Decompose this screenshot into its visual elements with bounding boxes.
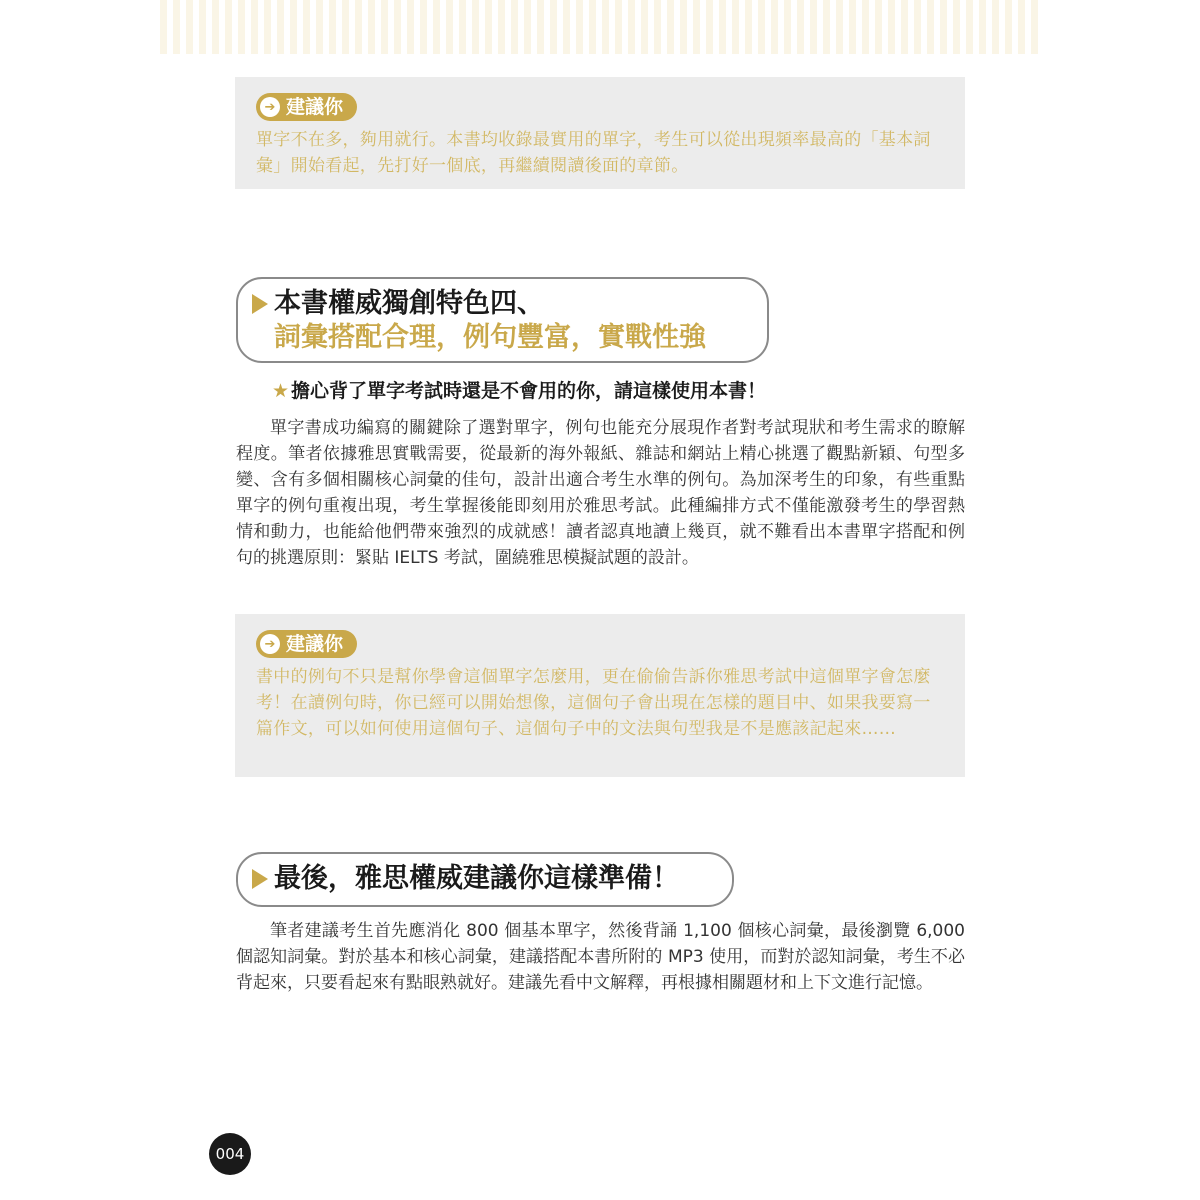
tip-label: 建議你 xyxy=(286,96,344,118)
triangle-bullet-icon xyxy=(252,869,268,889)
section-title-line1: 本書權威獨創特色四、 xyxy=(274,288,544,319)
tip-box-2 xyxy=(235,614,965,777)
section-body-paragraph: 單字書成功編寫的關鍵除了選對單字，例句也能充分展現作者對考試現狀和考生需求的瞭解程度。筆者依據雅思實戰需要，從最新的海外報紙、雜誌和網站上精心挑選了觀點新穎、句型多變、含有多個相關核心詞彙的佳句，設計出適合考生水準的例句。為加深考生的印象，有些重點單字的例句重複出現，考生掌握後能即刻用於雅思考試。此種編排方式不僅能激發考生的學習熱情和動力，也能給他們帶來強烈的成就感！讀者認真地讀上幾頁，就不難看出本書單字搭配和例句的挑選原則：緊貼 IELTS 考試，圍繞雅思模擬試題的設計。 xyxy=(236,418,965,568)
tip-badge xyxy=(256,93,357,121)
star-icon: ★ xyxy=(272,380,290,402)
tip-text: 書中的例句不只是幫你學會這個單字怎麼用，更在偷偷告訴你雅思考試中這個單字會怎麼考！在讀例句時，你已經可以開始想像，這個句子會出現在怎樣的題目中、如果我要寫一篇作文，可以如何使用這個句子、這個句子中的文法與句型我是不是應該記起來…… xyxy=(256,667,931,739)
decorative-top-band xyxy=(160,0,1040,54)
arrow-right-circle-icon: ➔ xyxy=(260,97,280,117)
final-title-box xyxy=(236,852,734,907)
page-number: 004 xyxy=(209,1133,251,1175)
arrow-right-circle-icon: ➔ xyxy=(260,634,280,654)
final-title: 最後，雅思權威建議你這樣準備！ xyxy=(274,863,679,894)
sub-heading xyxy=(272,377,766,405)
tip-badge xyxy=(256,630,357,658)
sub-heading-text: 擔心背了單字考試時還是不會用的你，請這樣使用本書！ xyxy=(291,380,767,402)
section-title-line2: 詞彙搭配合理，例句豐富，實戰性強 xyxy=(274,322,706,353)
final-body-paragraph: 筆者建議考生首先應消化 800 個基本單字，然後背誦 1,100 個核心詞彙，最後瀏覽 6,000 個認知詞彙。對於基本和核心詞彙，建議搭配本書所附的 MP3 使用，而對於認知詞彙，考生不必背起來，只要看起來有點眼熟就好。建議先看中文解釋，再根據相關題材和上下文進行記憶。 xyxy=(236,921,965,993)
tip-box-1 xyxy=(235,77,965,189)
triangle-bullet-icon xyxy=(252,294,268,314)
tip-text: 單字不在多，夠用就行。本書均收錄最實用的單字，考生可以從出現頻率最高的「基本詞彙」開始看起，先打好一個底，再繼續閱讀後面的章節。 xyxy=(256,130,931,176)
section-title-box xyxy=(236,277,769,363)
tip-label: 建議你 xyxy=(286,633,344,655)
